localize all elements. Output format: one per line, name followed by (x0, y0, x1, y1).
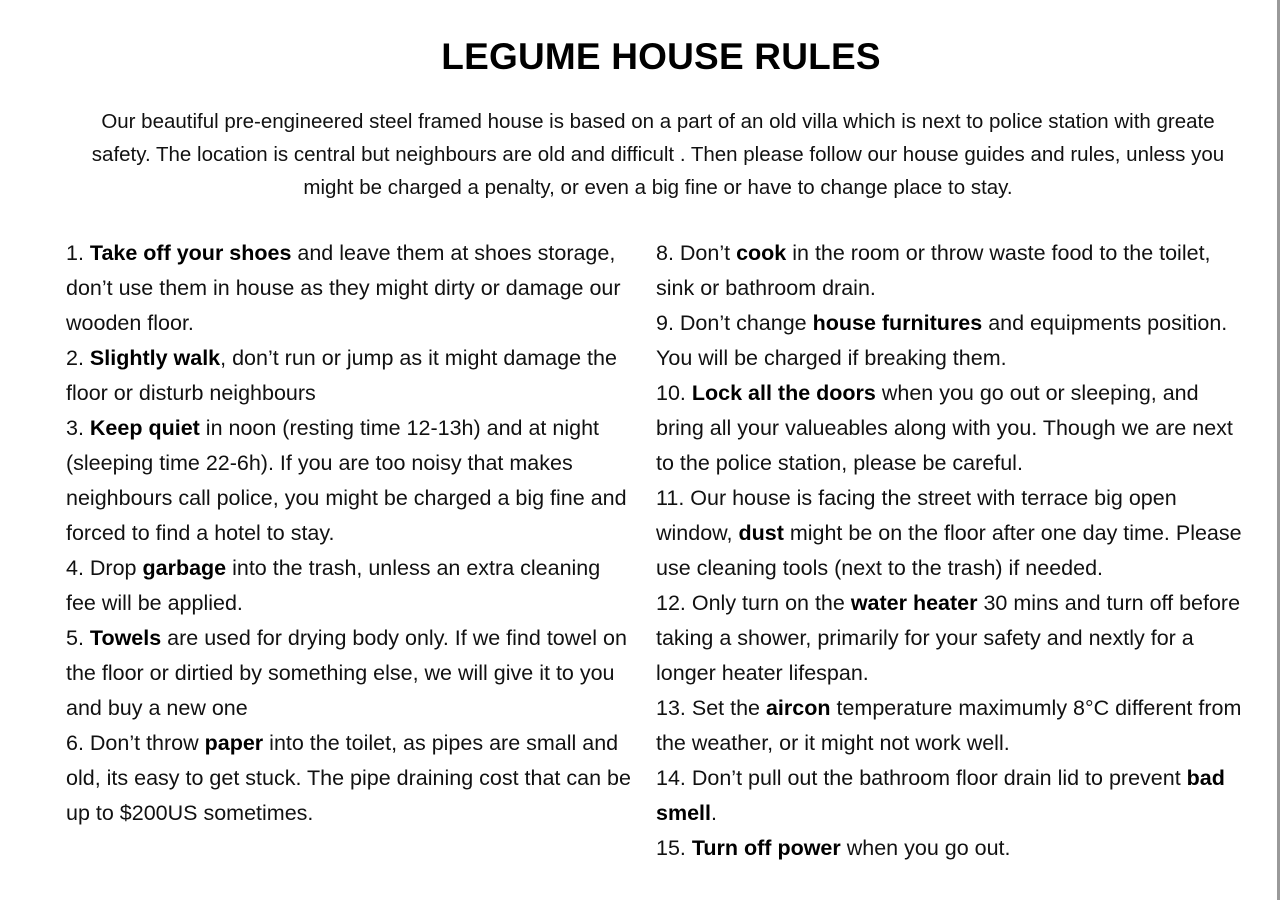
rule-item: 4. Drop garbage into the trash, unless an extra cleaning fee will be applied. (66, 556, 601, 615)
rule-item: 13. Set the aircon temperature maximumly 8°C different from the weather, or it might not work well. (656, 696, 1242, 755)
rule-item: 2. Slightly walk, don’t run or jump as it might damage the floor or disturb neighbours (66, 346, 617, 405)
rule-item: 6. Don’t throw paper into the toilet, as pipes are small and old, its easy to get stuck. The pipe draining cost that can be up to $200US sometimes. (66, 731, 631, 825)
rule-item: 15. Turn off power when you go out. (656, 836, 1011, 860)
rules-column-right (656, 236, 1248, 866)
intro-paragraph: Our beautiful pre-engineered steel framed house is based on a part of an old villa which is next to police station with greate safety. The location is central but neighbours are old and difficult . Then please follow our house guides and rules, unless you might be charged a penalty, or even a big fine or have to change place to stay. (91, 110, 1225, 199)
rule-item: 9. Don’t change house furnitures and equipments position. You will be charged if breaking them. (656, 311, 1228, 370)
rule-item: 12. Only turn on the water heater 30 mins and turn off before taking a shower, primarily for your safety and nextly for a longer heater lifespan. (656, 591, 1241, 685)
rule-item: 11. Our house is facing the street with terrace big open window, dust might be on the floor after one day time. Please use cleaning tools (next to the trash) if needed. (656, 486, 1242, 580)
rule-item: 1. Take off your shoes and leave them at shoes storage, don’t use them in house as they might dirty or damage our wooden floor. (66, 241, 621, 335)
rule-item: 8. Don’t cook in the room or throw waste food to the toilet, sink or bathroom drain. (656, 241, 1211, 300)
rule-item: 3. Keep quiet in noon (resting time 12-13h) and at night (sleeping time 22-6h). If you are too noisy that makes neighbours call police, you might be charged a big fine and forced to find a hotel to stay. (66, 416, 627, 545)
rules-column-left (66, 236, 636, 831)
rule-item: 10. Lock all the doors when you go out or sleeping, and bring all your valueables along with you. Though we are next to the police station, please be careful. (656, 381, 1233, 475)
page-title: LEGUME HOUSE RULES (441, 36, 881, 77)
rule-item: 5. Towels are used for drying body only. If we find towel on the floor or dirtied by something else, we will give it to you and buy a new one (66, 626, 627, 720)
rule-item: 14. Don’t pull out the bathroom floor drain lid to prevent bad smell. (656, 766, 1225, 825)
